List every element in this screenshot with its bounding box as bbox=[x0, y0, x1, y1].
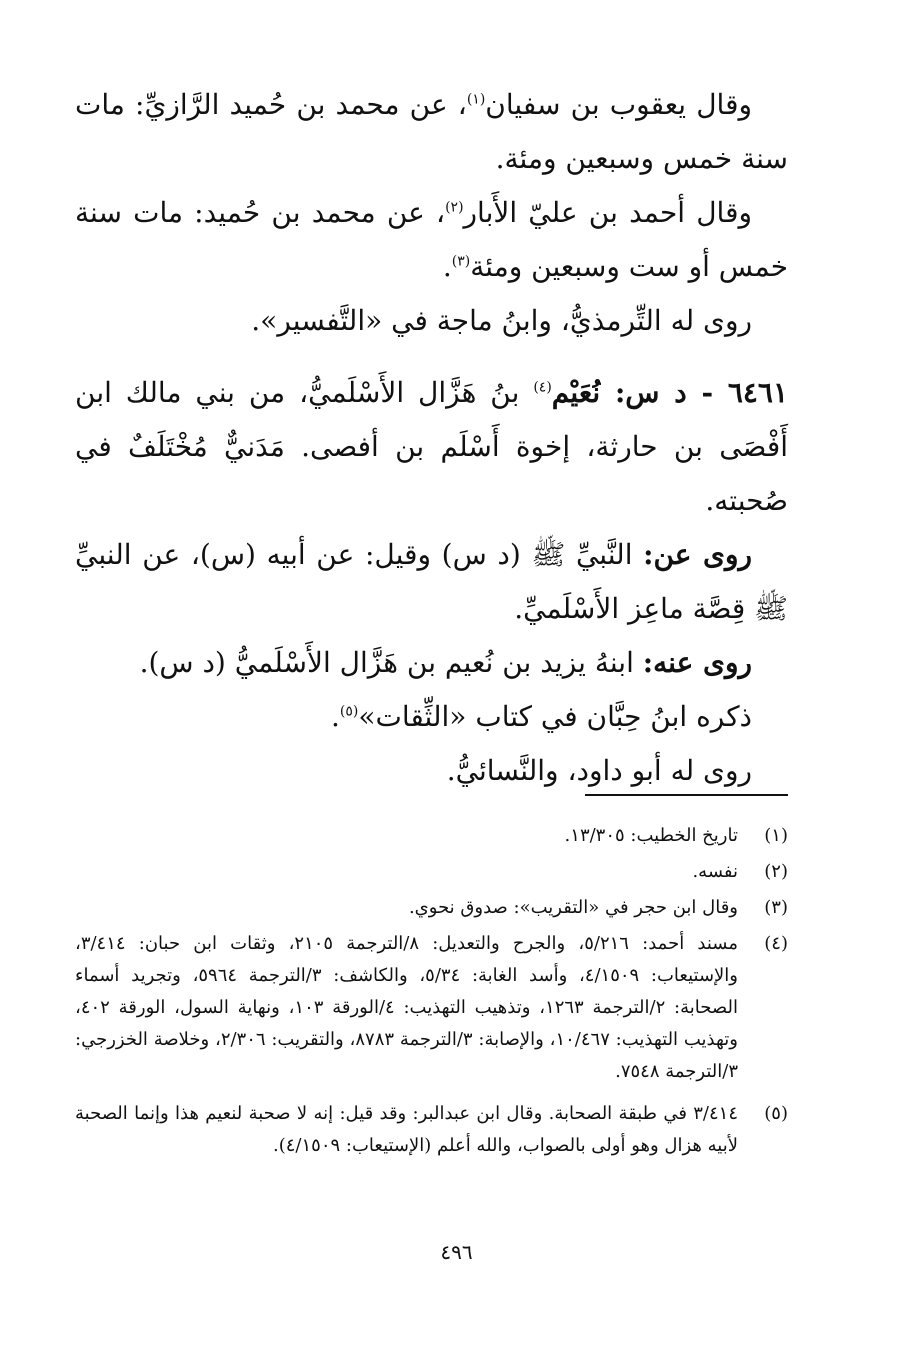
paragraph-thiqat: ذكره ابنُ حِبَّان في كتاب «الثِّقات»$^{(٥)}$. bbox=[330, 700, 752, 733]
label-narrated-by: روى عنه: bbox=[642, 646, 752, 679]
main-text bbox=[75, 78, 788, 798]
paragraph-death-year-2: وقال أحمد بن عليّ الأَبار$^{(٢)}$، عن محمد بن حُميد: مات سنة خمس أو ست وسبعين ومئة$^{(٣)}$. bbox=[75, 196, 788, 283]
entry-6461: ٦٤٦١ - د س: نُعَيْم$^{(٤)}$ بنُ هَزَّال الأَسْلَميُّ، من بني مالك ابن أَفْصَى بن حارثة، إخوة أَسْلَم بن أفصى. مَدَنيٌّ مُخْتَلَفٌ في صُحبته. bbox=[75, 376, 788, 517]
paragraph-narrated-by: روى عنه: ابنهُ يزيد بن نُعيم بن هَزَّال الأَسْلَميُّ (د س). bbox=[139, 646, 752, 679]
footnote-2 bbox=[75, 856, 788, 888]
footnote-text: وقال ابن حجر في «التقريب»: صدوق نحوي. bbox=[408, 897, 738, 918]
page-number: ٤٩٦ bbox=[440, 1240, 473, 1264]
paragraph-narrators: روى له التِّرمذيُّ، وابنُ ماجة في «التَّفسير». bbox=[251, 304, 752, 337]
footnote-ref-3[interactable]: (٣) bbox=[451, 253, 471, 270]
footnote-4 bbox=[75, 928, 788, 1088]
footnote-ref-2[interactable]: (٢) bbox=[445, 199, 464, 216]
footnote-number: (٣) bbox=[764, 897, 788, 918]
paragraph-death-year-1: وقال يعقوب بن سفيان$^{(١)}$، عن محمد بن حُميد الرَّازيِّ: مات سنة خمس وسبعين ومئة. bbox=[75, 88, 788, 175]
footnote-number: (١) bbox=[764, 825, 788, 846]
footnote-divider bbox=[585, 794, 788, 796]
footnote-text: تاريخ الخطيب: ١٣/٣٠٥. bbox=[564, 825, 738, 846]
footnote-1 bbox=[75, 820, 788, 852]
footnote-text: ٣/٤١٤ في طبقة الصحابة. وقال ابن عبدالبر: وقد قيل: إنه لا صحبة لنعيم هذا وإنما الصحبة لأبيه هزال وهو أولى بالصواب، والله أعلم (الإستيعاب: ٤/١٥٠٩). bbox=[75, 1103, 738, 1156]
entry-heading: ٦٤٦١ - د س: نُعَيْم bbox=[551, 376, 788, 409]
footnote-ref-1[interactable]: (١) bbox=[466, 91, 486, 108]
footnote-3 bbox=[75, 892, 788, 924]
paragraph-narrated-by-authors: روى له أبو داود، والنَّسائيُّ. bbox=[446, 754, 752, 787]
footnote-5 bbox=[75, 1098, 788, 1162]
footnotes bbox=[75, 820, 788, 1166]
footnote-number: (٤) bbox=[764, 933, 788, 954]
paragraph-narrated-from: روى عن: النَّبيِّ ﷺ (د س) وقيل: عن أبيه (س)، عن النبيِّ ﷺ قِصَّة ماعِز الأَسْلَميِّ. bbox=[75, 538, 788, 625]
label-narrated-from: روى عن: bbox=[643, 538, 752, 571]
footnote-text: مسند أحمد: ٥/٢١٦، والجرح والتعديل: ٨/الترجمة ٢١٠٥، وثقات ابن حبان: ٣/٤١٤، والإستيعاب: ٤/١٥٠٩، وأسد الغابة: ٥/٣٤، والكاشف: ٣/الترجمة ٥٩٦٤، وتجريد أسماء الصحابة: ٢/الترجمة ١٢٦٣، وتذهيب التهذيب: ٤/الورقة ١٠٣، ونهاية السول، الورقة ٤٠٢، وتهذيب التهذيب: ١٠/٤٦٧، والإصابة: ٣/الترجمة ٨٧٨٣، والتقريب: ٢/٣٠٦، وخلاصة الخزرجي: ٣/الترجمة ٧٥٤٨. bbox=[75, 933, 738, 1082]
footnote-text: نفسه. bbox=[692, 861, 738, 882]
footnote-number: (٢) bbox=[764, 861, 788, 882]
footnote-ref-4[interactable]: (٤) bbox=[533, 379, 552, 396]
footnote-ref-5[interactable]: (٥) bbox=[339, 703, 359, 720]
footnote-number: (٥) bbox=[764, 1103, 788, 1124]
